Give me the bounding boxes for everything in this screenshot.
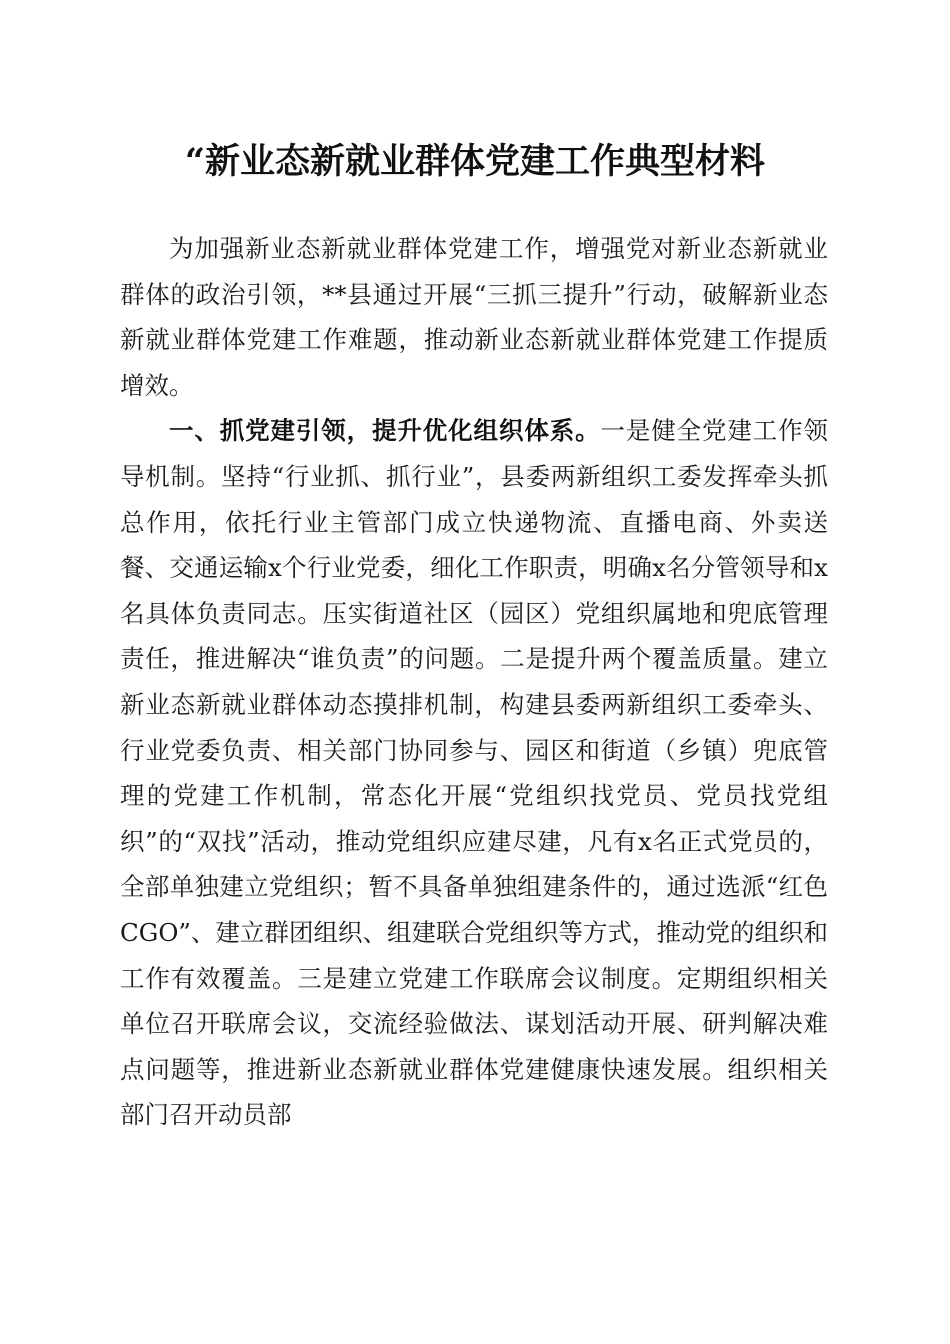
- section-heading: 一、抓党建引领，提升优化组织体系。: [169, 416, 601, 446]
- paragraph-text: 为加强新业态新就业群体党建工作，增强党对新业态新就业群体的政治引领，**县通过开展“三抓三提升”行动，破解新业态新就业群体党建工作难题，推动新业态新就业群体党建工作提质增效。: [120, 234, 828, 400]
- intro-paragraph: [120, 226, 828, 408]
- document-body: [120, 226, 828, 1138]
- paragraph-text: 一是健全党建工作领导机制。坚持“行业抓、抓行业”，县委两新组织工委发挥牵头抓总作用，依托行业主管部门成立快递物流、直播电商、外卖送餐、交通运输x个行业党委，细化工作职责，明确x名分管领导和x名具体负责同志。压实街道社区（园区）党组织属地和兜底管理责任，推进解决“谁负责”的问题。二是提升两个覆盖质量。建立新业态新就业群体动态摸排机制，构建县委两新组织工委牵头、行业党委负责、相关部门协同参与、园区和街道（乡镇）兜底管理的党建工作机制，常态化开展“党组织找党员、党员找党组织”的“双找”活动，推动党组织应建尽建，凡有x名正式党员的，全部单独建立党组织；暂不具备单独组建条件的，通过选派“红色CGO”、建立群团组织、组建联合党组织等方式，推动党的组织和工作有效覆盖。三是建立党建工作联席会议制度。定期组织相关单位召开联席会议，交流经验做法、谋划活动开展、研判解决难点问题等，推进新业态新就业群体党建健康快速发展。组织相关部门召开动员部: [120, 416, 829, 1130]
- section-one-paragraph: [120, 408, 828, 1138]
- document-title: “新业态新就业群体党建工作典型材料: [184, 141, 766, 182]
